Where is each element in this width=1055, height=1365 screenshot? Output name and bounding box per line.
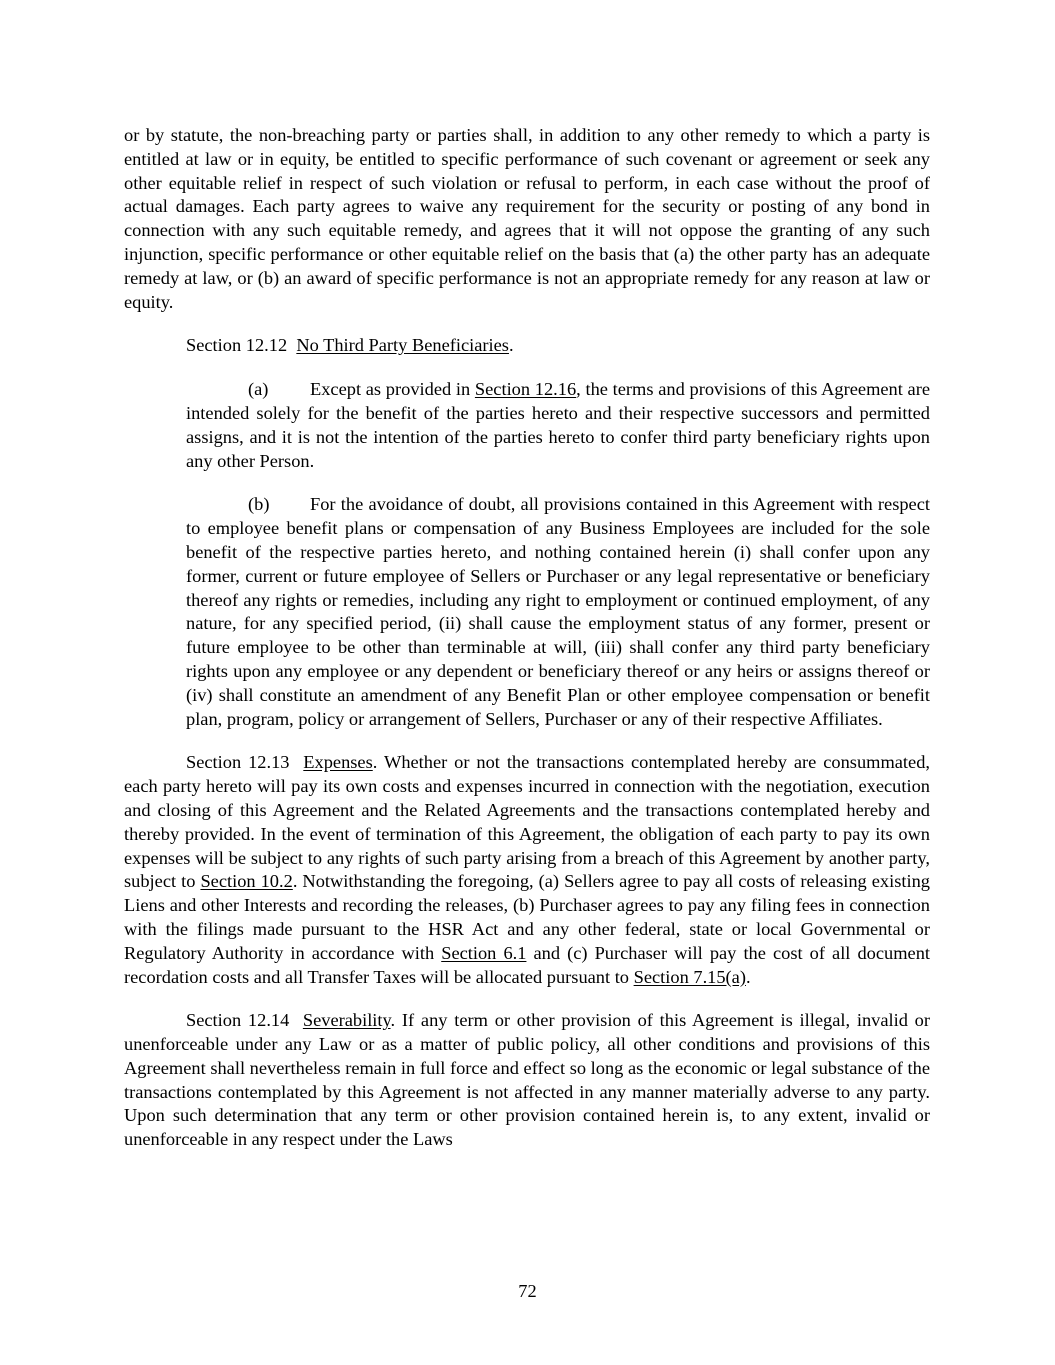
continuation-paragraph: or by statute, the non-breaching party or parties shall, in addition to any other remedy to which a party is entitled at law or in equity, be entitled to specific performance of such covenant or agreement or seek any other equitable relief in respect of such violation or refusal to perform, in each case without the proof of actual damages. Each party agrees to waive any requirement for the security or posting of any bond in connection with any such equitable remedy, and agrees that it will not oppose the granting of any such injunction, specific performance or other equitable relief on the basis that (a) the other party has an adequate remedy at law, or (b) an award of specific performance is not an appropriate remedy for any reason at law or equity.	[124, 125, 930, 312]
document-page	[124, 124, 930, 1172]
clause-a-label: (a)	[248, 379, 269, 400]
section-12-13-text1: Whether or not the transactions contemplated hereby are consummated, each party hereto will pay its own costs and expenses incurred in connection with the negotiation, execution and closing of this Agreement and the Related Agreements and the transactions contemplated hereby and thereby provided. In the event of termination of this Agreement, the obligation of each party to pay its own expenses will be subject to any rights of such party arising from a breach of this Agreement by another party, subject to	[124, 752, 930, 892]
section-12-12-b	[186, 493, 930, 731]
section-12-12-a	[186, 378, 930, 473]
section-12-13-text3: and (c) Purchaser will pay the cost of all document recordation costs and all Transfer Taxes will be allocated pursuant to	[124, 942, 930, 987]
clause-b-text: For the avoidance of doubt, all provisions contained in this Agreement with respect to employee benefit plans or compensation of any Business Employees are included for the sole benefit of the respective parties hereto, and nothing contained herein (i) shall confer upon any former, current or future employee of Sellers or Purchaser or any legal representative or beneficiary thereof any rights or remedies, including any right to employment or continued employment, of any nature, for any specified period, (ii) shall cause the employment status of any former, present or future employee to be other than terminable at will, (iii) shall confer any third party beneficiary rights upon any employee or any dependent or beneficiary thereof or any heirs or assigns thereof or (iv) shall constitute an amendment of any Benefit Plan or other employee compensation or benefit plan, program, policy or arrangement of Sellers, Purchaser or any of their respective Affiliates.	[186, 494, 930, 729]
section-12-13-text2: . Notwithstanding the foregoing, (a) Sellers agree to pay all costs of releasing existing Liens and other Interests and recording the releases, (b) Purchaser agrees to pay any filing fees in connection with the filings made pursuant to the HSR Act and any other federal, state or local Governmental or Regulatory Authority in accordance with	[124, 871, 931, 963]
section-12-13: Section 12.13 Expenses. Whether or not the transactions contemplated hereby are consummated, each party hereto will pay its own costs and expenses incurred in connection with the negotiation, execution and closing of this Agreement and the Related Agreements and the transactions contemplated hereby and thereby provided. In the event of termination of this Agreement, the obligation of each party to pay its own expenses will be subject to any rights of such party arising from a breach of this Agreement by another party, subject to Section 10.2. Notwithstanding the foregoing, (a) Sellers agree to pay all costs of releasing existing Liens and other Interests and recording the releases, (b) Purchaser agrees to pay any filing fees in connection with the filings made pursuant to the HSR Act and any other federal, state or local Governmental or Regulatory Authority in accordance with Section 6.1 and (c) Purchaser will pay the cost of all document recordation costs and all Transfer Taxes will be allocated pursuant to Section 7.15(a).	[124, 752, 931, 987]
section-12-13-number: Section 12.13	[186, 752, 290, 773]
section-12-14-title: Severability	[302, 1010, 391, 1031]
clause-b-label: (b)	[248, 494, 270, 515]
clause-a-text1: Except as provided in	[310, 379, 475, 400]
section-12-14-text: If any term or other provision of this Agreement is illegal, invalid or unenforceable under any Law or as a matter of public policy, all other conditions and provisions of this Agreement shall nevertheless remain in full force and effect so long as the economic or legal substance of the transactions contemplated by this Agreement is not affected in any manner materially adverse to any party. Upon such determination that any term or other provision contained herein is, to any extent, invalid or unenforceable in any respect under the Laws	[124, 1010, 930, 1150]
section-7-15a-ref: Section 7.15(a)	[633, 966, 746, 987]
page-number: 72	[518, 1281, 537, 1301]
section-12-12-heading: Section 12.12 No Third Party Beneficiaries.	[186, 335, 514, 356]
section-10-2-ref: Section 10.2	[200, 871, 293, 892]
section-12-16-ref: Section 12.16	[474, 379, 577, 400]
section-12-12-title: No Third Party Beneficiaries	[296, 335, 509, 356]
clause-a-text2: , the terms and provisions of this Agreement are intended solely for the benefit of the parties hereto and their respective successors and permitted assigns, and it is not the intention of the parties hereto to confer third party beneficiary rights upon any other Person.	[186, 379, 930, 471]
section-6-1-ref: Section 6.1	[441, 942, 527, 963]
section-12-12-number: Section 12.12	[186, 335, 288, 356]
section-12-14-number: Section 12.14	[186, 1010, 290, 1031]
section-12-13-title: Expenses	[303, 752, 373, 773]
section-12-14: Section 12.14 Severability. If any term or other provision of this Agreement is illegal, invalid or unenforceable under any Law or as a matter of public policy, all other conditions and provisions of this Agreement shall nevertheless remain in full force and effect so long as the economic or legal substance of the transactions contemplated by this Agreement is not affected in any manner materially adverse to any party. Upon such determination that any term or other provision contained herein is, to any extent, invalid or unenforceable in any respect under the Laws	[124, 1010, 930, 1150]
